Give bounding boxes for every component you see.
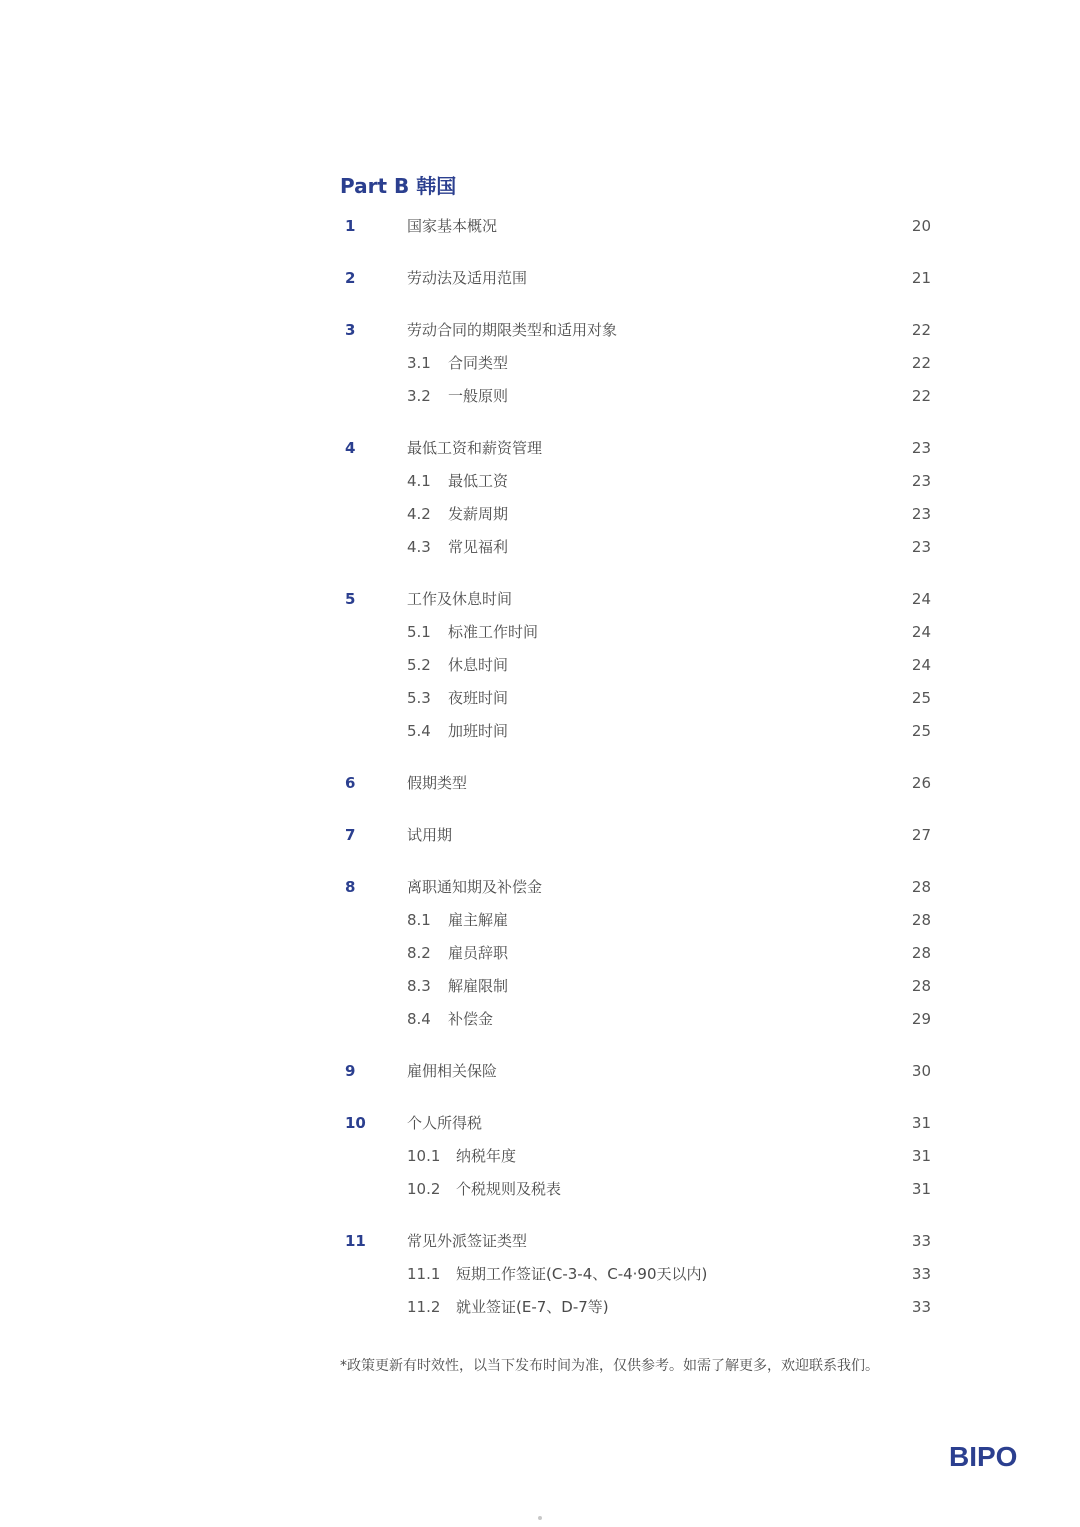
toc-section: [340, 1107, 935, 1206]
toc-entry-title: 假期类型: [407, 774, 468, 792]
toc-subentry-page: 28: [911, 911, 931, 929]
footnote: *政策更新有时效性，以当下发布时间为准，仅供参考。如需了解更多，欢迎联系我们。: [340, 1358, 879, 1374]
toc-section: [340, 1055, 935, 1088]
toc-subentry-number: 3.1: [407, 354, 431, 372]
toc-entry-number: 4: [345, 439, 356, 457]
toc-subentry-page: 31: [911, 1147, 931, 1165]
toc-entry-number: 1: [345, 217, 356, 235]
toc-subentry[interactable]: [340, 347, 935, 380]
toc-subentry-number: 8.4: [407, 1010, 431, 1028]
toc-entry-title: 试用期: [407, 826, 453, 844]
table-of-contents: [340, 210, 935, 1343]
toc-section: [340, 1225, 935, 1324]
toc-section: [340, 210, 935, 243]
toc-section: [340, 871, 935, 1036]
toc-entry[interactable]: [340, 871, 935, 904]
toc-entry-title: 劳动合同的期限类型和适用对象: [407, 321, 618, 339]
toc-subentry-page: 23: [911, 472, 931, 490]
toc-subentry[interactable]: [340, 1291, 935, 1324]
toc-subentry-number: 5.4: [407, 722, 431, 740]
toc-entry[interactable]: [340, 1055, 935, 1088]
toc-entry-page: 31: [911, 1114, 931, 1132]
toc-subentry-page: 33: [911, 1298, 931, 1316]
toc-entry-page: 23: [911, 439, 931, 457]
toc-entry[interactable]: [340, 819, 935, 852]
toc-section: [340, 583, 935, 748]
toc-subentry-title: 夜班时间: [448, 689, 509, 707]
toc-subentry[interactable]: [340, 904, 935, 937]
toc-entry-title: 国家基本概况: [407, 217, 498, 235]
toc-entry[interactable]: [340, 432, 935, 465]
toc-entry-title: 工作及休息时间: [407, 590, 513, 608]
toc-subentry-page: 22: [911, 354, 931, 372]
toc-entry-number: 8: [345, 878, 356, 896]
toc-subentry-number: 8.3: [407, 977, 431, 995]
toc-subentry-title: 雇主解雇: [448, 911, 509, 929]
toc-subentry[interactable]: [340, 937, 935, 970]
toc-entry-title: 离职通知期及补偿金: [407, 878, 543, 896]
toc-subentry-title: 就业签证(E-7、D-7等): [456, 1298, 609, 1316]
toc-entry-page: 33: [911, 1232, 931, 1250]
toc-subentry-number: 3.2: [407, 387, 431, 405]
toc-entry[interactable]: [340, 1225, 935, 1258]
toc-subentry-number: 5.1: [407, 623, 431, 641]
toc-subentry-page: 23: [911, 538, 931, 556]
toc-entry-page: 27: [911, 826, 931, 844]
toc-subentry[interactable]: [340, 1173, 935, 1206]
toc-entry-number: 5: [345, 590, 356, 608]
toc-subentry-number: 11.1: [407, 1265, 441, 1283]
toc-subentry-title: 休息时间: [448, 656, 509, 674]
toc-subentry-page: 29: [911, 1010, 931, 1028]
toc-subentry[interactable]: [340, 1003, 935, 1036]
toc-subentry-page: 23: [911, 505, 931, 523]
toc-subentry-number: 4.2: [407, 505, 431, 523]
toc-subentry[interactable]: [340, 465, 935, 498]
toc-entry-number: 3: [345, 321, 356, 339]
toc-section: [340, 432, 935, 564]
toc-subentry-title: 纳税年度: [456, 1147, 517, 1165]
toc-subentry-page: 28: [911, 944, 931, 962]
toc-section: [340, 819, 935, 852]
toc-subentry-title: 解雇限制: [448, 977, 509, 995]
toc-entry[interactable]: [340, 767, 935, 800]
toc-subentry-page: 24: [911, 623, 931, 641]
toc-entry-page: 26: [911, 774, 931, 792]
toc-subentry-page: 25: [911, 689, 931, 707]
toc-entry-page: 20: [911, 217, 931, 235]
toc-entry-number: 9: [345, 1062, 356, 1080]
toc-subentry-page: 25: [911, 722, 931, 740]
toc-subentry-number: 11.2: [407, 1298, 441, 1316]
toc-entry-page: 30: [911, 1062, 931, 1080]
page-title: Part B 韩国: [340, 174, 457, 198]
toc-entry-title: 最低工资和薪资管理: [407, 439, 543, 457]
toc-subentry-page: 28: [911, 977, 931, 995]
toc-subentry-number: 4.3: [407, 538, 431, 556]
page-indicator-dot: [538, 1516, 542, 1520]
toc-subentry-page: 33: [911, 1265, 931, 1283]
toc-subentry-title: 补偿金: [448, 1010, 494, 1028]
toc-entry-page: 24: [911, 590, 931, 608]
toc-subentry[interactable]: [340, 380, 935, 413]
toc-subentry[interactable]: [340, 1140, 935, 1173]
toc-entry-page: 21: [911, 269, 931, 287]
toc-entry-number: 6: [345, 774, 356, 792]
toc-subentry-page: 24: [911, 656, 931, 674]
toc-section: [340, 262, 935, 295]
toc-subentry-number: 10.1: [407, 1147, 441, 1165]
toc-subentry[interactable]: [340, 1258, 935, 1291]
toc-subentry-number: 10.2: [407, 1180, 441, 1198]
toc-entry-number: 7: [345, 826, 356, 844]
toc-subentry-title: 一般原则: [448, 387, 509, 405]
toc-subentry-title: 常见福利: [448, 538, 509, 556]
toc-subentry-title: 雇员辞职: [448, 944, 509, 962]
toc-entry[interactable]: [340, 1107, 935, 1140]
toc-entry-title: 雇佣相关保险: [407, 1062, 498, 1080]
toc-subentry[interactable]: [340, 682, 935, 715]
toc-entry-number: 11: [345, 1232, 366, 1250]
toc-section: [340, 314, 935, 413]
toc-subentry[interactable]: [340, 616, 935, 649]
toc-subentry[interactable]: [340, 970, 935, 1003]
toc-subentry-title: 加班时间: [448, 722, 509, 740]
toc-entry[interactable]: [340, 262, 935, 295]
toc-subentry[interactable]: [340, 531, 935, 564]
toc-entry-number: 2: [345, 269, 356, 287]
toc-subentry[interactable]: [340, 649, 935, 682]
toc-subentry-title: 合同类型: [448, 354, 509, 372]
toc-subentry-title: 短期工作签证(C-3-4、C-4·90天以内): [456, 1265, 708, 1283]
toc-subentry-title: 个税规则及税表: [456, 1180, 562, 1198]
toc-entry[interactable]: [340, 583, 935, 616]
toc-subentry-title: 发薪周期: [448, 505, 509, 523]
toc-entry-page: 28: [911, 878, 931, 896]
toc-subentry[interactable]: [340, 498, 935, 531]
bipo-logo: BIPO: [949, 1441, 1018, 1472]
toc-entry-title: 个人所得税: [407, 1114, 483, 1132]
toc-entry-title: 常见外派签证类型: [407, 1232, 528, 1250]
toc-entry[interactable]: [340, 210, 935, 243]
toc-subentry-title: 标准工作时间: [448, 623, 539, 641]
toc-entry[interactable]: [340, 314, 935, 347]
toc-subentry-page: 22: [911, 387, 931, 405]
toc-subentry-number: 5.3: [407, 689, 431, 707]
toc-entry-page: 22: [911, 321, 931, 339]
toc-subentry-number: 5.2: [407, 656, 431, 674]
toc-entry-number: 10: [345, 1114, 366, 1132]
toc-subentry-number: 4.1: [407, 472, 431, 490]
toc-subentry-title: 最低工资: [448, 472, 509, 490]
toc-subentry-number: 8.1: [407, 911, 431, 929]
toc-subentry-page: 31: [911, 1180, 931, 1198]
toc-subentry[interactable]: [340, 715, 935, 748]
toc-entry-title: 劳动法及适用范围: [407, 269, 528, 287]
toc-subentry-number: 8.2: [407, 944, 431, 962]
toc-section: [340, 767, 935, 800]
